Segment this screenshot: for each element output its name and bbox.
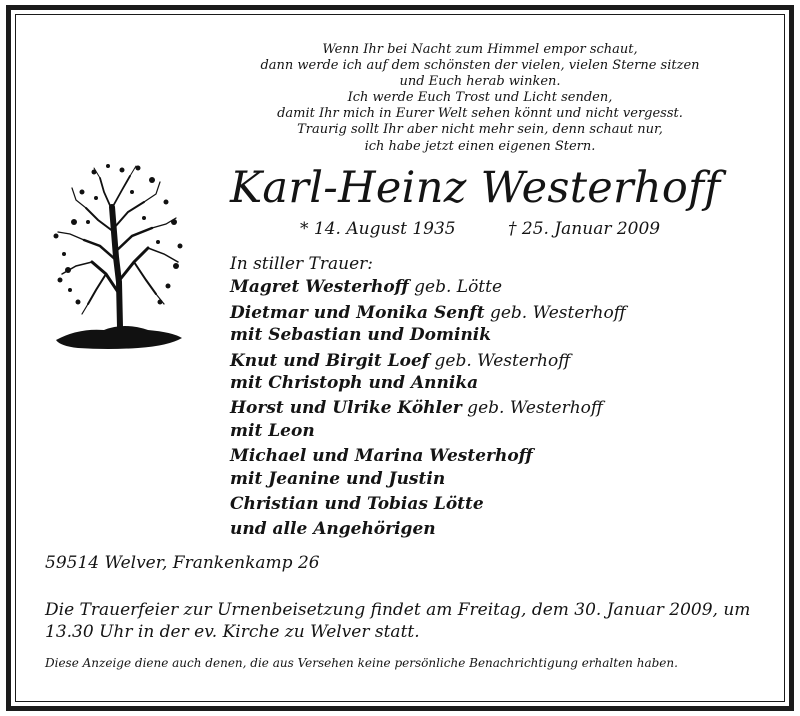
mourner-names: Christian und Tobias Lötte: [230, 494, 484, 515]
maiden-name: geb. Lötte: [408, 277, 503, 298]
mourner-group: [230, 518, 626, 540]
birth-date: * 14. August 1935: [300, 219, 456, 239]
poem-line: Wenn Ihr bei Nacht zum Himmel empor schaut,: [322, 42, 638, 57]
poem-line: Traurig sollt Ihr aber nicht mehr sein, denn schaut nur,: [297, 122, 663, 138]
mourner-group: [230, 350, 626, 395]
poem-line: dann werde ich auf dem schönsten der vielen, vielen Sterne sitzen: [260, 58, 700, 74]
footer-note: Diese Anzeige diene auch denen, die aus Versehen keine persönliche Benachrichtigung erhalten haben.: [45, 656, 678, 670]
mourner-group: [230, 397, 626, 442]
mourner-group: [230, 493, 626, 515]
mourner-names: Dietmar und Monika Senft: [230, 302, 485, 323]
poem-line: damit Ihr mich in Eurer Welt sehen könnt und nicht vergesst.: [277, 106, 683, 122]
mourner-children: mit Christoph und Annika: [230, 373, 479, 394]
mourner-names: Knut und Birgit Loef: [230, 350, 430, 371]
death-date: † 25. Januar 2009: [508, 219, 661, 239]
mourner-names: und alle Angehörigen: [230, 519, 436, 540]
mourners-list: [230, 253, 626, 541]
mourner-group: [230, 302, 626, 347]
poem-line: Ich werde Euch Trost und Licht senden,: [347, 90, 613, 106]
deceased-name: Karl-Heinz Westerhoff: [230, 163, 721, 213]
tree-illustration: [48, 162, 188, 354]
maiden-name: geb. Westerhoff: [461, 398, 603, 419]
mourner-group: [230, 445, 626, 490]
poem: [230, 42, 730, 155]
maiden-name: geb. Westerhoff: [429, 350, 571, 371]
poem-line: und Euch herab winken.: [399, 74, 561, 90]
mourners-intro: In stiller Trauer:: [230, 254, 373, 274]
mourner-names: Michael und Marina Westerhoff: [230, 446, 533, 467]
maiden-name: geb. Westerhoff: [484, 302, 626, 323]
poem-line: ich habe jetzt einen eigenen Stern.: [364, 138, 596, 154]
mourner-children: mit Leon: [230, 420, 315, 441]
mourner-children: mit Jeanine und Justin: [230, 468, 446, 489]
address: 59514 Welver, Frankenkamp 26: [45, 553, 320, 573]
mourner-children: mit Sebastian und Dominik: [230, 325, 492, 346]
funeral-notice: Die Trauerfeier zur Urnenbeisetzung findet am Freitag, dem 30. Januar 2009, um 13.30 Uhr in der ev. Kirche zu Welver statt.: [45, 600, 751, 642]
mourner-group: [230, 276, 626, 298]
mourner-names: Magret Westerhoff: [230, 277, 409, 298]
mourner-names: Horst und Ulrike Köhler: [230, 398, 462, 419]
